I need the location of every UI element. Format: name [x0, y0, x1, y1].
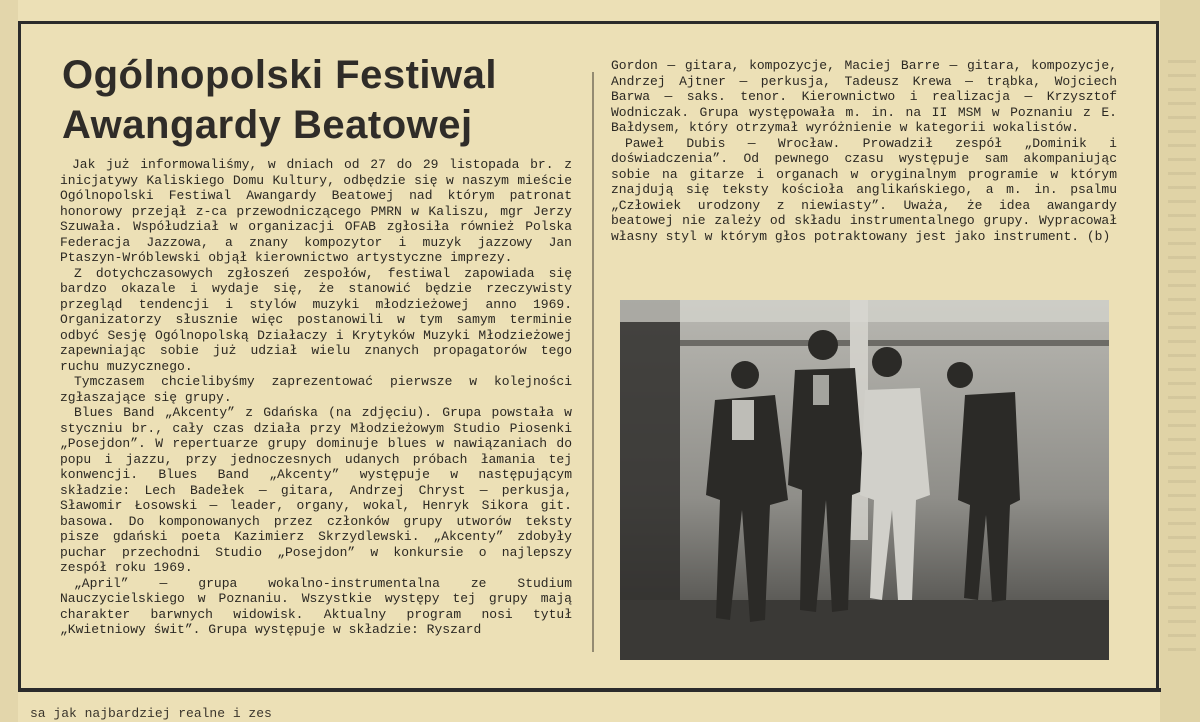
article-headline [62, 50, 562, 150]
paragraph-april-continued: Gordon — gitara, kompozycje, Maciej Barre — gitara, kompozycje, Andrzej Ajtner — perkusja, Tadeusz Krewa — trąbka, Wojciech Barwa — saks. tenor. Kierownictwo i realizacja — Krzysztof Wodniczak. Grupa występowała m. in. na II MSM w Poznaniu z E. Bałdysem, który otrzymał wyróżnienie w kategorii wokalistów. [611, 58, 1117, 135]
article-left-column [60, 157, 572, 638]
headline-line-2: Awangardy Beatowej [62, 103, 473, 147]
band-photograph [620, 300, 1109, 660]
column-divider [592, 72, 594, 652]
paragraph-festival: Z dotychczasowych zgłoszeń zespołów, festiwal zapowiada się bardzo okazale i wydaje się, że stanowić będzie rzeczywisty przegląd tendencji i stylów muzyki młodzieżowej anno 1969. Organizatorzy słusznie więc postanowili w tym samym terminie odbyć Sesję Ogólnopolską Działaczy i Krytyków Muzyki Młodzieżowej zapewniając sobie już udział wielu znanych propagatorów tego ruchu muzycznego. [60, 265, 572, 374]
paragraph-intro: Jak już informowaliśmy, w dniach od 27 do 29 listopada br. z inicjatywy Kaliskiego Domu Kultury, odbędzie się w naszym mieście Ogólnopolski Festiwal Awangardy Beatowej nad którym patronat honorowy przejął z-ca przewodniczącego PMRN w Kaliszu, mgr Jerzy Szuwała. Współudział w organizacji OFAB zgłosiła również Polska Federacja Jazzowa, a znany kompozytor i muzyk jazzowy Jan Ptaszyn-Wróblewski objął kierownictwo artystyczne imprezy. [60, 157, 572, 265]
paragraph-dubis: Paweł Dubis — Wrocław. Prowadził zespół „Dominik i doświadczenia”. Od pewnego czasu występuje sam akompaniując sobie na gitarze i organach w oryginalnym programie w którym znajdują się teksty kościoła anglikańskiego, a m. in. psalmu „Człowiek urodzony z niewiasty”. Uważa, że idea awangardy beatowej nie zależy od składu instrumentalnego grupy. Wypracował własny styl w którym głos potraktowany jest jako instrument. (b) [611, 135, 1117, 244]
paragraph-groups-intro: Tymczasem chcielibyśmy zaprezentować pierwsze w kolejności zgłaszające się grupy. [60, 374, 572, 405]
paragraph-april: „April” — grupa wokalno-instrumentalna ze Studium Nauczycielskiego w Poznaniu. Wszystkie występy tej grupy mają charakter barwnych widowisk. Aktualny program nosi tytuł „Kwietniowy świt”. Grupa występuje w składzie: Ryszard [60, 575, 572, 637]
paragraph-akcenty: Blues Band „Akcenty” z Gdańska (na zdjęciu). Grupa powstała w styczniu br., cały czas działa przy Młodzieżowym Studio Piosenki „Posejdon”. W repertuarze grupy dominuje blues w nawiązaniach do popu i jazzu, przy jednoczesnych udanych próbach łamania tej konwencji. Blues Band „Akcenty” występuje w następującym składzie: Lech Badełek — gitara, Andrzej Chryst — perkusja, Sławomir Łosowski — leader, organy, wokal, Henryk Sikora git. basowa. Do komponowanych przez członków grupy utworów teksty pisze gdański poeta Kazimierz Skrzydlewski. „Akcenty” zdobyły puchar przechodni Studio „Posejdon” w konkursie o najlepszy zespół roku 1969. [60, 405, 572, 575]
page-margin-left [0, 0, 18, 722]
next-article-fragment: sa jak najbardziej realne i zes [30, 706, 272, 721]
bleed-through-text [1168, 60, 1196, 660]
headline-line-1: Ogólnopolski Festiwal [62, 53, 497, 97]
bottom-rule [18, 688, 1161, 692]
article-right-column [611, 58, 1117, 244]
